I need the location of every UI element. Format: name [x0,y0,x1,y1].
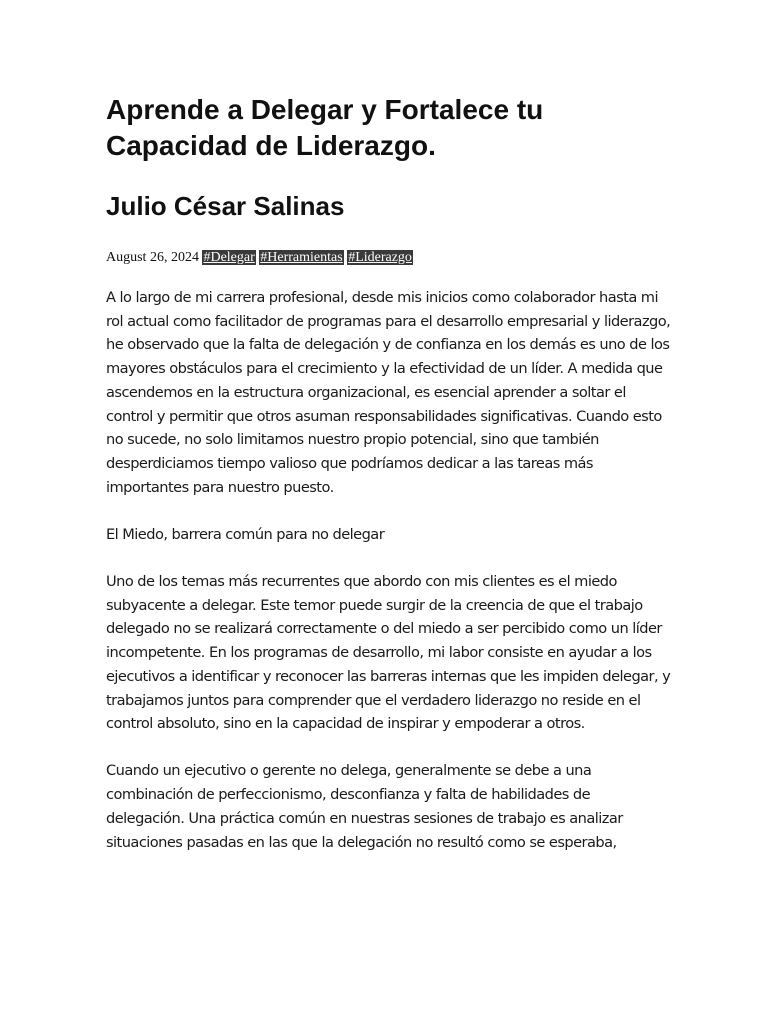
article-meta [106,248,671,268]
article-title: Aprende a Delegar y Fortalece tu Capacidad de Liderazgo. [106,94,544,161]
publish-date: August 26, 2024 [106,250,199,265]
article-body [106,286,671,854]
tag-link-delegar[interactable]: #Delegar [203,250,255,265]
tag-link-liderazgo[interactable]: #Liderazgo [348,250,412,265]
paragraph: Cuando un ejecutivo o gerente no delega, generalmente se debe a una combinación de perfeccionismo, desconfianza y falta de habilidades de delegación. Una práctica común en nuestras sesiones de trabajo es analizar situaciones pasadas en las que la delegación no resultó como se esperaba, [106,762,623,851]
section-heading: El Miedo, barrera común para no delegar [106,525,385,543]
article [106,92,671,878]
paragraph: A lo largo de mi carrera profesional, desde mis inicios como colaborador hasta mi rol actual como facilitador de programas para el desarrollo empresarial y liderazgo, he observado que la falta de delegación y de confianza en los demás es uno de los mayores obstáculos para el crecimiento y la efectividad de un líder. A medida que ascendemos en la estructura organizacional, es esencial aprender a soltar el control y permitir que otros asuman responsabilidades significativas. Cuando esto no sucede, no solo limitamos nuestro propio potencial, sino que también desperdiciamos tiempo valioso que podríamos dedicar a las tareas más importantes para nuestro puesto. [106,289,671,496]
paragraph: Uno de los temas más recurrentes que abordo con mis clientes es el miedo subyacente a delegar. Este temor puede surgir de la creencia de que el trabajo delegado no se realizará correctamente o del miedo a ser percibido como un líder incompetente. En los programas de desarrollo, mi labor consiste en ayudar a los ejecutivos a identificar y reconocer las barreras internas que les impiden delegar, y trabajamos juntos para comprender que el verdadero liderazgo no reside en el control absoluto, sino en la capacidad de inspirar y empoderar a otros. [106,573,671,733]
author-name: Julio César Salinas [106,191,345,221]
tag-link-herramientas[interactable]: #Herramientas [260,250,343,265]
